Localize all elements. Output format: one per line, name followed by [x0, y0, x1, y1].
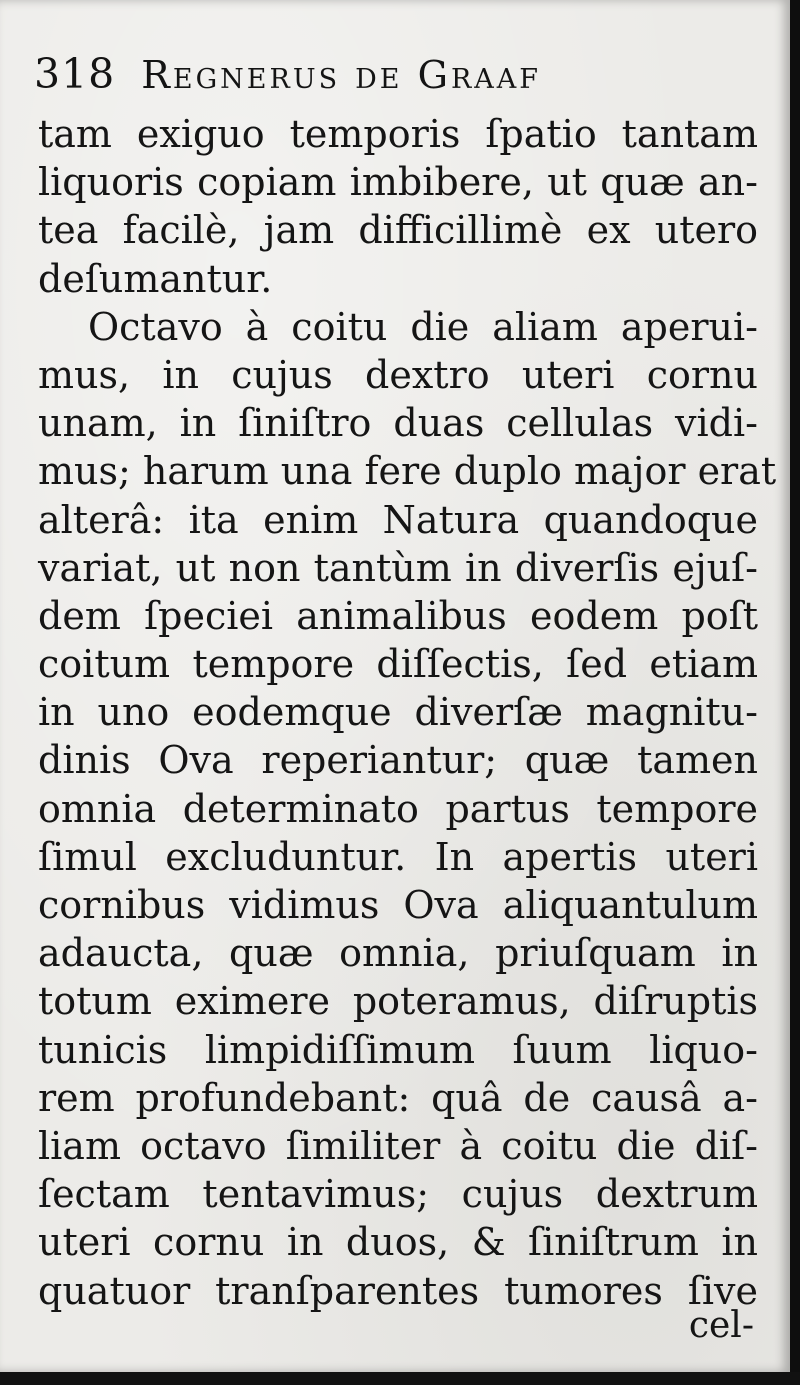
text-line: quatuor tranſparentes tumores ſive — [38, 1268, 758, 1313]
catchword: cel- — [688, 1305, 754, 1346]
text-line: rem profundebant: quâ de causâ a- — [38, 1075, 758, 1120]
scan-edge-bottom — [0, 1372, 800, 1385]
text-line: tunicis limpidiſſimum ſuum liquo- — [38, 1027, 758, 1072]
body-text — [38, 110, 777, 1315]
text-line: dinis Ova reperiantur; quæ tamen — [38, 738, 758, 783]
text-line: deſumantur. — [38, 256, 273, 301]
text-line: unam, in ſiniſtro duas cellulas vidi- — [38, 401, 758, 446]
text-line: ſectam tentavimus; cujus dextrum — [38, 1172, 758, 1217]
text-line: liquoris copiam imbibere, ut quæ an- — [38, 160, 758, 205]
text-line: cornibus vidimus Ova aliquantulum — [38, 883, 758, 927]
text-line: alterâ: ita enim Natura quandoque — [38, 497, 758, 542]
text-line: tam exiguo temporis ſpatio tantam — [38, 112, 758, 156]
page-number: 318 — [34, 50, 116, 98]
paragraph-first-line: Octavo à coitu die aliam aperui- — [88, 304, 758, 349]
running-title: Regnerus de Graaf — [141, 53, 542, 97]
text-line: omnia determinato partus tempore — [38, 786, 758, 831]
text-line: adaucta, quæ omnia, priuſquam in — [38, 931, 758, 976]
text-line: ſimul excluduntur. In apertis uteri — [38, 834, 758, 879]
text-line: in uno eodemque diverſæ magnitu- — [38, 690, 758, 735]
text-line: dem ſpeciei animalibus eodem poſt — [38, 593, 758, 638]
text-line: totum eximere poteramus, diſruptis — [38, 979, 758, 1024]
text-line: variat, ut non tantùm in diverſis ejuſ- — [38, 545, 758, 590]
scan-edge-right — [790, 0, 800, 1385]
text-line: liam octavo ſimiliter à coitu die diſ- — [38, 1123, 758, 1168]
text-line: coitum tempore diſſectis, ſed etiam — [38, 642, 758, 687]
text-line: mus; harum una fere duplo major erat — [38, 449, 777, 494]
running-head — [34, 50, 674, 110]
text-line: uteri cornu in duos, & ſiniſtrum in — [38, 1220, 758, 1265]
text-line: tea facilè, jam difficillimè ex utero — [38, 208, 758, 253]
text-line: mus, in cujus dextro uteri cornu — [38, 352, 758, 397]
